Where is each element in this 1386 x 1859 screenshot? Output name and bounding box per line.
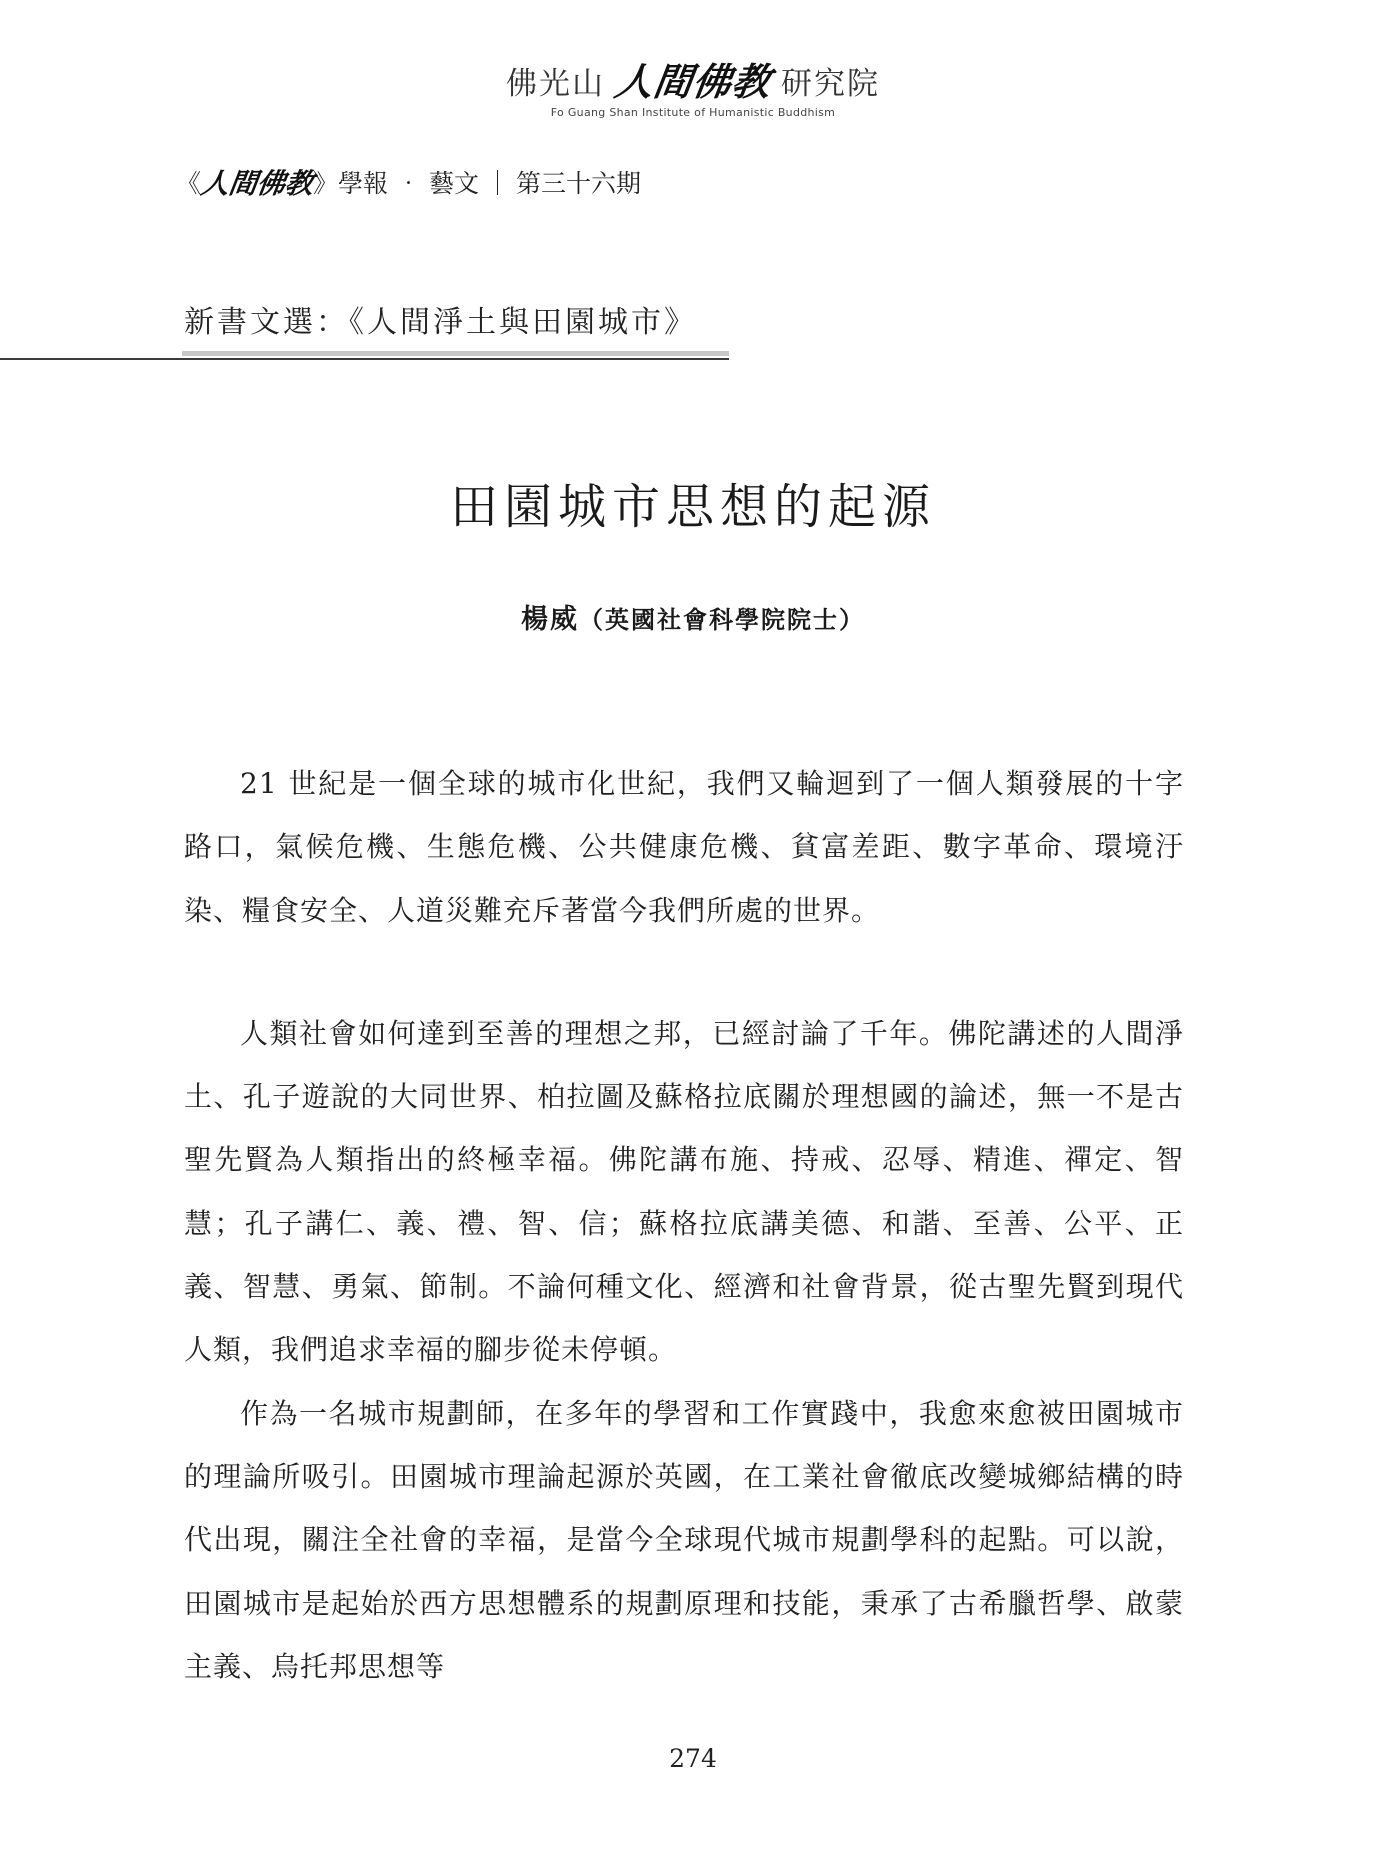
article-title: 田園城市思想的起源 [449,479,936,535]
journal-separator: ｜ [484,169,510,198]
journal-open-bracket: 《 [176,169,202,198]
article-body [184,752,1184,1698]
institute-name-line [506,60,880,104]
journal-close-bracket: 》 [313,169,339,198]
institute-name-right: 研究院 [781,66,880,102]
author-name: 楊威 [521,604,579,635]
journal-issue: 第三十六期 [515,169,641,198]
journal-rest: 學報 ‧ 藝文 [338,169,479,198]
page-number: 274 [669,1744,717,1773]
paragraph-1: 21 世紀是一個全球的城市化世紀，我們又輪迴到了一個人類發展的十字路口，氣候危機、生態危機、公共健康危機、貧富差距、數字革命、環境汙染、糧食安全、人道災難充斥著當今我們所處的世界。 [184,767,1184,927]
section-underline-shadow [182,351,729,356]
paragraph-2: 人類社會如何達到至善的理想之邦，已經討論了千年。佛陀講述的人間淨土、孔子遊說的大同世界、柏拉圖及蘇格拉底關於理想國的論述，無一不是古聖先賢為人類指出的終極幸福。佛陀講布施、持戒、忍辱、精進、禪定、智慧；孔子講仁、義、禮、智、信；蘇格拉底講美德、和諧、至善、公平、正義、智慧、勇氣、節制。不論何種文化、經濟和社會背景，從古聖先賢到現代人類，我們追求幸福的腳步從未停頓。 [184,1016,1184,1367]
section-title: 新書文選：《人間淨土與田園城市》 [184,305,697,340]
author-affiliation: （英國社會科學院院士） [579,605,865,634]
institute-header [0,60,1386,119]
section-divider [0,358,729,360]
journal-header [176,166,641,202]
institute-english-name: Fo Guang Shan Institute of Humanistic Buddhism [550,106,836,119]
institute-logo: 人間佛教 [611,60,775,104]
author-line [0,600,1386,640]
journal-logo: 人間佛教 [198,167,316,200]
institute-name-left: 佛光山 [505,66,605,102]
paragraph-3: 作為一名城市規劃師，在多年的學習和工作實踐中，我愈來愈被田園城市的理論所吸引。田園城市理論起源於英國，在工業社會徹底改變城鄉結構的時代出現，關注全社會的幸福，是當今全球現代城市規劃學科的起點。可以說，田園城市是起始於西方思想體系的規劃原理和技能，秉承了古希臘哲學、啟蒙主義、烏托邦思想等 [184,1396,1184,1683]
